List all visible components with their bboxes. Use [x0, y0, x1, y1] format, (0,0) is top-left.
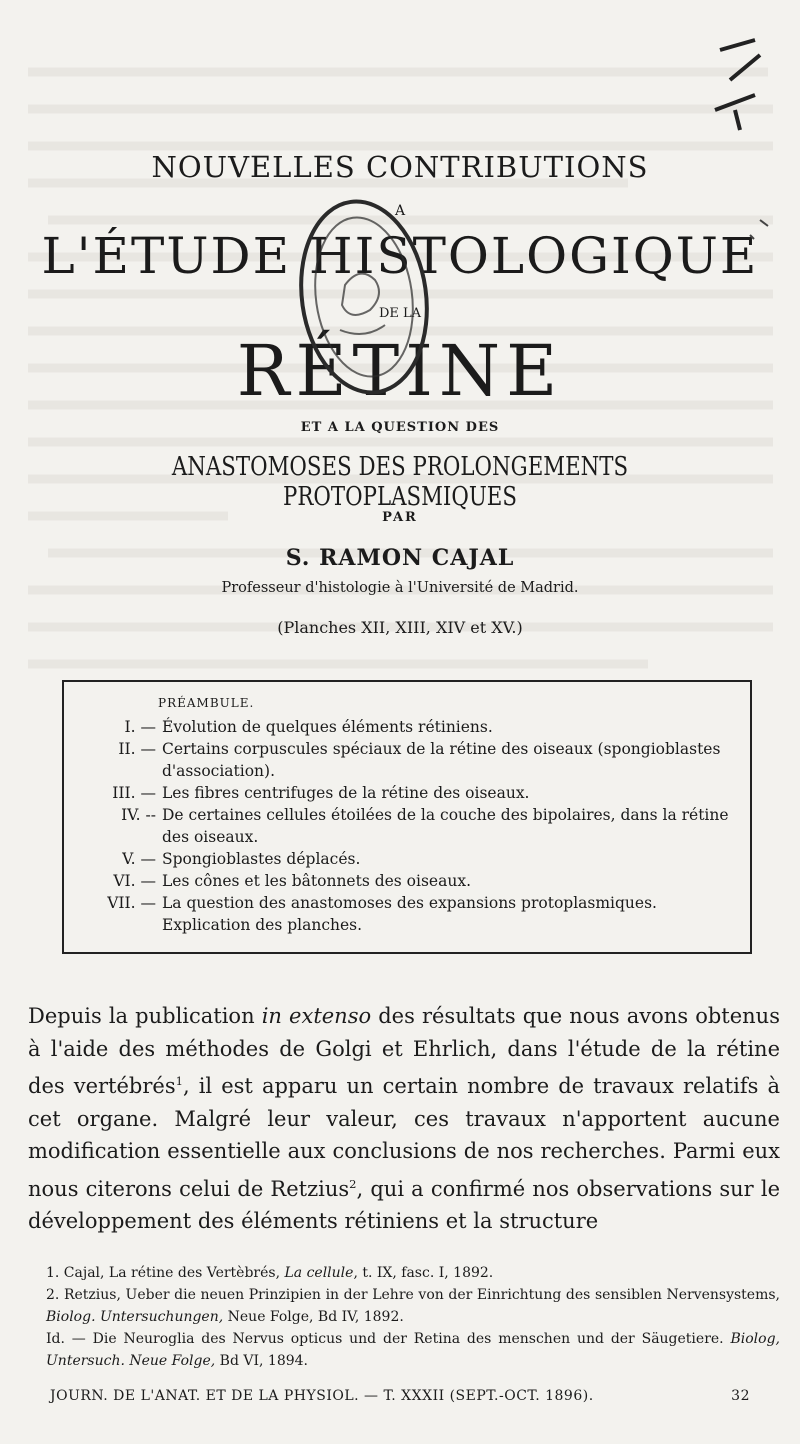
footnote-text: Neue Folge, Bd IV, 1892.: [223, 1309, 404, 1325]
footnote-emphasis: La cellule: [284, 1265, 354, 1281]
toc-heading: PRÉAMBULE.: [158, 696, 255, 710]
footnote-text: Bd VI, 1894.: [215, 1353, 308, 1369]
footnote-2: [46, 1284, 780, 1328]
toc-extra: Explication des planches.: [162, 916, 363, 934]
body-text: , il est apparu un certain nombre de travaux relatifs à cet organe. Malgré leur valeur, ces travaux n'apportent aucune modification essentielle aux conclusions de nos recherches. Parmi eux nous citerons celui de Retzius: [28, 1074, 780, 1201]
body-text: des résultats que nous avons obtenus à l'aide des méthodes de Golgi et Ehrlich, dans l'étude de la rétine des vertébrés: [28, 1004, 780, 1098]
title-a: A: [394, 203, 406, 219]
title-line-2: L'ÉTUDE HISTOLOGIQUE: [41, 227, 759, 285]
footnote-1: [46, 1262, 780, 1284]
footnote-text: 1. Cajal, La rétine des Vertèbrés,: [46, 1265, 285, 1281]
toc-item: [74, 804, 740, 848]
page-footer: [50, 1388, 750, 1404]
body-text: , qui a confirmé nos observations sur le développement des éléments rétiniens et la structure: [28, 1176, 780, 1233]
toc-item: [74, 848, 740, 870]
footnotes: [46, 1262, 780, 1372]
by-label: PAR: [382, 510, 418, 525]
plates-note: (Planches XII, XIII, XIV et XV.): [277, 618, 523, 637]
body-emphasis: in extenso: [261, 1004, 372, 1028]
footnote-ref[interactable]: 2: [349, 1176, 357, 1191]
footnote-3: [46, 1328, 780, 1372]
toc-item: [74, 738, 740, 782]
body-paragraph: [28, 1000, 780, 1238]
page-number: 32: [731, 1388, 750, 1404]
toc-item-num: VII. —: [107, 894, 156, 912]
footnote-text: Id. — Die Neuroglia des Nervus opticus und der Retina des menschen und der Säugetiere.: [46, 1331, 731, 1347]
body-text: Depuis la publication: [28, 1004, 262, 1028]
toc-item-text: De certaines cellules étoilées de la couche des bipolaires, dans la rétine des oiseaux.: [162, 806, 729, 846]
title-line-4: ET A LA QUESTION DES: [300, 420, 500, 435]
table-of-contents: [62, 680, 752, 954]
toc-item-num: IV. --: [121, 806, 156, 824]
footnote-ref[interactable]: 1: [175, 1074, 183, 1088]
footnote-text: 2. Retzius, Ueber die neuen Prinzipien in der Lehre von der Einrichtung des sensiblen Nervensystems,: [46, 1287, 780, 1303]
footnote-text: , t. IX, fasc. I, 1892.: [353, 1265, 494, 1281]
toc-item-text: Les fibres centrifuges de la rétine des oiseaux.: [162, 784, 530, 802]
toc-item-text: Les cônes et les bâtonnets des oiseaux.: [162, 872, 471, 890]
author-name: S. RAMON CAJAL: [285, 545, 515, 571]
toc-item-text: Spongioblastes déplacés.: [162, 850, 361, 868]
toc-item-text: La question des anastomoses des expansions protoplasmiques.: [162, 894, 657, 912]
title-de-la: DE LA: [378, 306, 422, 321]
title-line-5: ANASTOMOSES DES PROLONGEMENTS PROTOPLASMIQUES: [171, 452, 629, 512]
toc-item: [74, 716, 740, 738]
toc-item-num: I. —: [124, 718, 156, 736]
toc-item: [74, 782, 740, 804]
title-line-1: NOUVELLES CONTRIBUTIONS: [151, 150, 649, 184]
toc-item-num: V. —: [122, 850, 156, 868]
handwritten-marks-icon: [690, 20, 790, 260]
toc-item-text: Évolution de quelques éléments rétiniens.: [162, 718, 493, 736]
toc-item-num: VI. —: [113, 872, 156, 890]
toc-item: [74, 892, 740, 914]
journal-citation: JOURN. DE L'ANAT. ET DE LA PHYSIOL. — T. XXXII (SEPT.-OCT. 1896).: [50, 1388, 594, 1404]
toc-item-num: II. —: [118, 740, 156, 758]
footnote-emphasis: Biolog. Untersuchungen,: [46, 1309, 224, 1325]
toc-item-text: Certains corpuscules spéciaux de la rétine des oiseaux (spongioblastes d'association).: [162, 740, 721, 780]
toc-item: [74, 870, 740, 892]
toc-item-num: III. —: [112, 784, 156, 802]
library-stamp-icon: [285, 190, 443, 405]
footnote-emphasis: Biolog, Untersuch. Neue Folge,: [46, 1331, 780, 1369]
title-line-3: RÉTINE: [236, 330, 564, 412]
author-affiliation: Professeur d'histologie à l'Université de Madrid.: [221, 580, 579, 596]
